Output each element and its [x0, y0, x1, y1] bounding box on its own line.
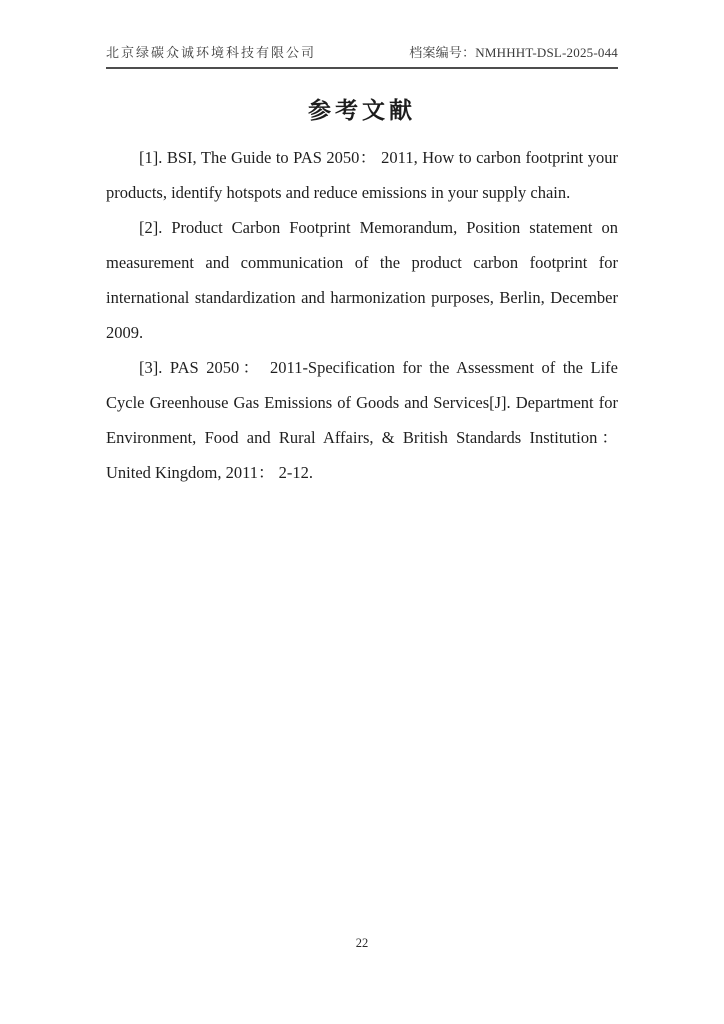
references-section — [106, 140, 618, 490]
doc-number-value: NMHHHT-DSL-2025-044 — [475, 45, 618, 60]
header-company-name: 北京绿碳众诚环境科技有限公司 — [106, 45, 317, 60]
header-doc-number — [409, 42, 618, 61]
reference-item-2: [2]. Product Carbon Footprint Memorandum, Position statement on measurement and communication of the product carbon footprint for international standardization and harmonization purposes, Berlin, December 2009. — [106, 218, 618, 342]
page-number: 22 — [355, 936, 369, 950]
page-header — [106, 42, 618, 69]
page-title: 参考文献 — [308, 98, 416, 123]
page-footer — [0, 936, 724, 951]
reference-item-3: [3]. PAS 2050： 2011-Specification for the Assessment of the Life Cycle Greenhouse Gas Emissions of Goods and Services[J]. Department for Environment, Food and Rural Affairs, & British Standards Institution： United Kingdom, 2011： 2-12. — [106, 358, 618, 482]
doc-number-label: 档案编号： — [409, 45, 476, 60]
reference-item-1: [1]. BSI, The Guide to PAS 2050： 2011, How to carbon footprint your products, identify hotspots and reduce emissions in your supply chain. — [106, 148, 618, 202]
